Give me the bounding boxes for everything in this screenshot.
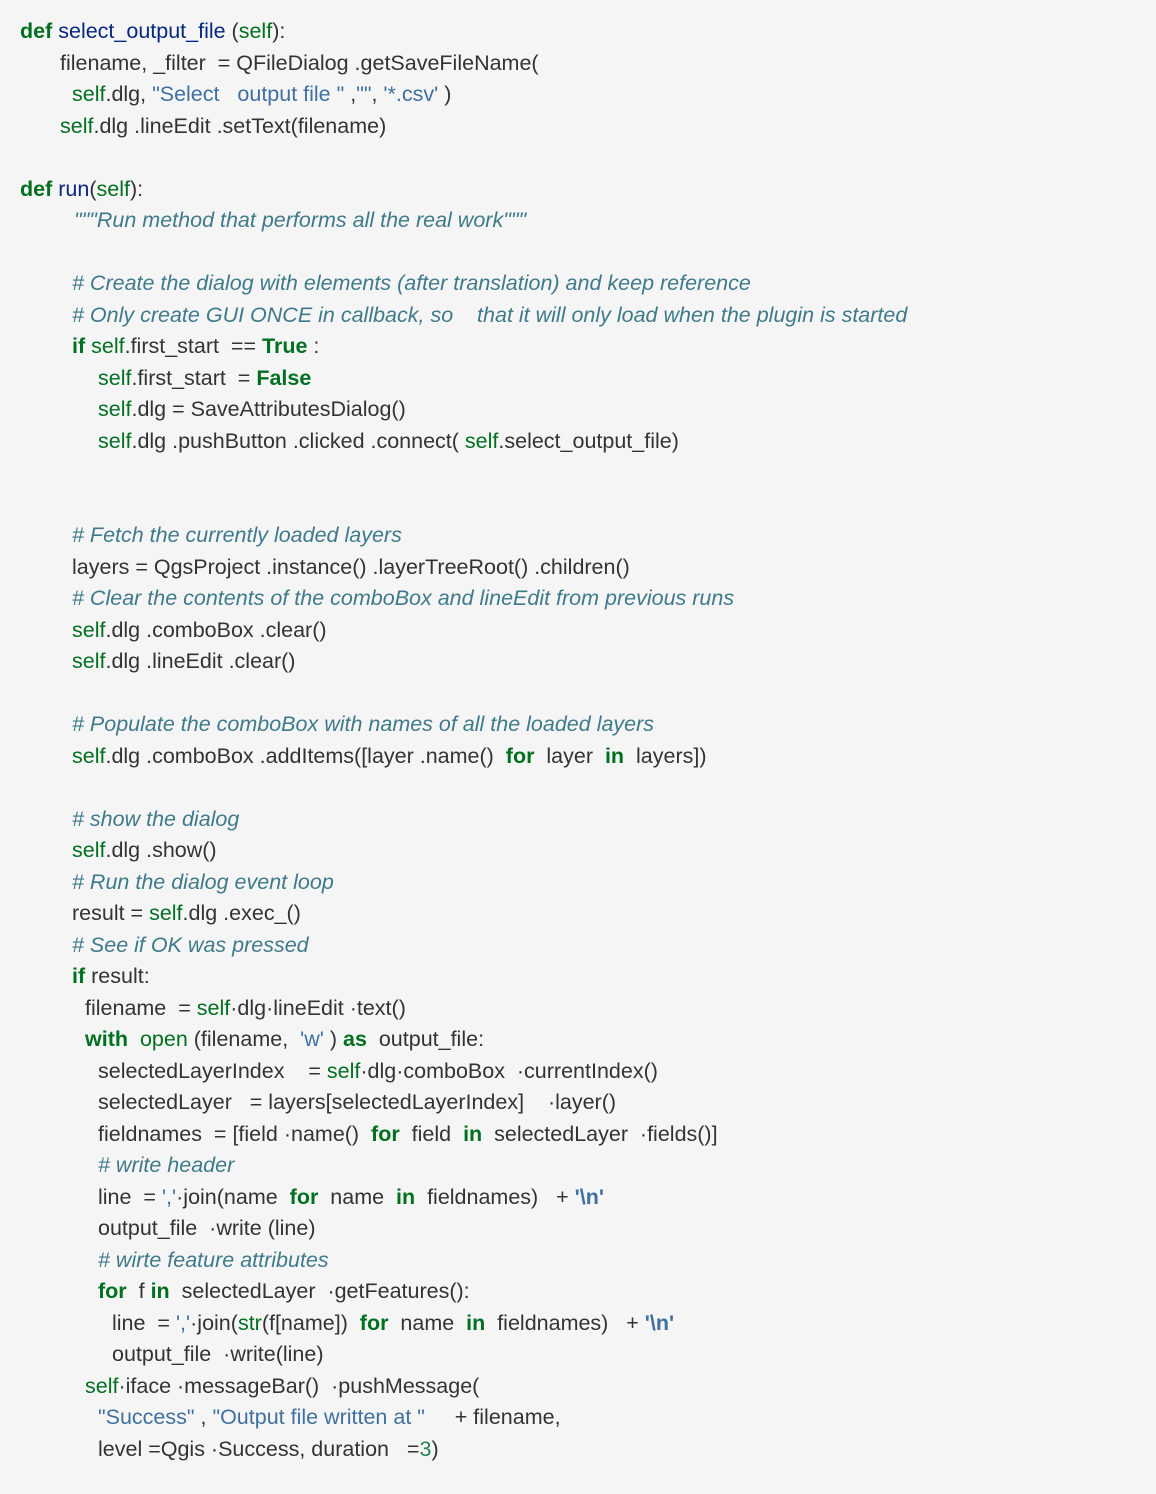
code-token: line = [98,1184,162,1209]
code-token: in [466,1310,486,1335]
code-token: line = [112,1310,176,1335]
code-line [98,426,679,457]
code-token: output_file ·write(line) [112,1342,324,1366]
code-token: self [196,995,231,1020]
code-token: # Fetch the currently loaded layers [72,523,402,547]
code-token: ·join( [190,1310,238,1335]
code-token: ) [438,82,452,106]
code-line [98,1182,604,1213]
code-token: in [604,743,625,768]
code-token: for [371,1121,400,1146]
code-token: output_file ·write (line) [98,1216,316,1240]
code-line [60,48,539,79]
code-line [72,552,630,583]
code-line [72,646,295,677]
code-line [72,867,334,898]
code-token: '\n' [644,1310,675,1335]
code-token: ·iface ·messageBar() ·pushMessage( [118,1373,480,1398]
code-token: ·join(name [176,1184,290,1209]
code-token: .select_output_file) [498,428,679,453]
code-token: True [262,334,308,358]
code-token: ): [272,19,286,43]
code-token: + filename, [424,1405,561,1429]
code-line [98,1245,329,1276]
code-token: selectedLayer ·fields()] [482,1121,718,1146]
code-token: layers]) [624,743,707,768]
code-line [98,1434,439,1465]
code-token: ',' [175,1310,191,1335]
code-token: .dlg .exec_() [182,901,301,925]
code-line [72,615,327,646]
code-token: level =Qgis ·Success, duration = [98,1436,420,1461]
code-token: def [20,176,53,201]
code-token: f [126,1279,151,1303]
code-token: name [318,1184,397,1209]
code-token: run [58,176,90,201]
code-line [98,1056,658,1087]
code-token: filename, _filter = QFileDialog .getSaveFileName( [60,50,539,75]
code-line [98,1119,718,1150]
code-token: 3 [419,1436,432,1461]
code-token: layers = QgsProject .instance() .layerTreeRoot() .children() [72,554,630,579]
code-line [72,300,907,331]
code-token: (f[name]) [261,1310,360,1335]
code-token: 'w' [300,1027,324,1051]
code-token: ·dlg·lineEdit ·text() [230,995,406,1020]
code-token: .dlg .pushButton .clicked .connect( [131,428,465,453]
code-token: select_output_file [58,19,226,43]
code-token: : [307,334,320,358]
code-token: self [98,365,132,390]
code-token: (filename, [187,1027,301,1051]
code-token: self [98,428,132,453]
code-token: ( [89,176,97,201]
code-token: "Success" [98,1405,195,1429]
code-token: .dlg .lineEdit .clear() [105,649,296,673]
code-token: filename = [85,995,197,1020]
code-line [72,268,751,299]
code-token [128,1027,140,1051]
code-token: def [20,19,53,43]
code-line [72,898,301,929]
code-token: as [342,1027,367,1051]
code-line [98,363,311,394]
code-token: output_file: [366,1027,485,1051]
code-line [20,16,285,47]
code-token: self [85,1373,119,1398]
code-token: str [237,1310,262,1335]
code-token: "" [356,82,372,106]
code-token: .dlg .show() [105,838,217,862]
code-token: , [344,82,357,106]
code-token: self [91,334,125,358]
code-token: # Run the dialog event loop [72,869,334,894]
code-token: open [139,1027,188,1051]
code-line [72,835,217,866]
code-token: "Output file written at " [212,1405,425,1429]
code-token: result = [72,901,150,925]
code-line [72,331,319,362]
code-token: in [463,1121,483,1146]
code-token: .first_start == [124,334,263,358]
code-line [72,79,451,110]
code-token: , [371,82,384,106]
code-token: self [72,838,106,862]
code-token: """Run method that performs all the real work""" [74,208,527,232]
code-token: # Clear the contents of the comboBox and lineEdit from previous runs [72,586,735,610]
code-token: # show the dialog [72,806,240,831]
code-line [74,205,526,236]
code-line [98,1087,616,1118]
code-token: self [72,649,106,673]
code-token: selectedLayerIndex = [98,1058,327,1083]
code-token: .dlg .comboBox .clear() [105,617,327,642]
code-line [85,1371,479,1402]
code-line [98,1213,315,1244]
code-token: fieldnames = [field ·name() [98,1121,372,1146]
code-line [98,1402,561,1433]
code-token: "Select output file " [152,82,345,106]
code-line [98,394,406,425]
code-token: self [72,82,106,106]
code-token: , [194,1405,213,1429]
code-token: fieldnames) + [485,1310,645,1335]
code-token: False [256,365,312,390]
code-token: for [289,1184,319,1209]
code-line [20,174,143,205]
code-line [72,709,654,740]
code-token: in [150,1279,170,1303]
code-token: selectedLayer = layers[selectedLayerIndex] ·layer() [98,1090,617,1114]
code-token: name [388,1310,467,1335]
code-token: layer [534,743,605,768]
code-token: self [326,1058,361,1083]
code-line [72,583,734,614]
code-line [72,804,239,835]
code-token: self [96,176,130,201]
code-token: for [98,1279,127,1303]
code-token: ): [129,176,144,201]
code-line [72,930,309,961]
code-token: ',' [161,1184,177,1209]
code-token: ( [225,19,239,43]
code-token: self [72,617,106,642]
code-token: result: [85,964,150,988]
code-line [60,111,386,142]
code-token: if [72,964,86,988]
code-token: .dlg = SaveAttributesDialog() [131,397,406,421]
code-token: # Create the dialog with elements (after translation) and keep reference [72,271,751,295]
code-token: self [238,19,273,43]
code-token: ) [431,1436,439,1461]
code-token: .dlg .lineEdit .setText(filename) [93,113,387,138]
code-line [85,993,406,1024]
code-token: ·dlg·comboBox ·currentIndex() [360,1058,658,1083]
code-token: selectedLayer ·getFeatures(): [169,1279,470,1303]
code-token: for [359,1310,389,1335]
code-line [72,520,402,551]
code-token: self [464,428,499,453]
code-token: # wirte feature attributes [98,1247,329,1272]
code-token: with [85,1027,128,1051]
code-token: .dlg, [105,82,153,106]
code-token: # write header [98,1153,235,1177]
code-line [112,1308,674,1339]
code-line [85,1024,484,1055]
code-token: .dlg .comboBox .addItems([layer .name() [105,743,506,768]
code-token: fieldnames) + [415,1184,575,1209]
code-token: # Populate the comboBox with names of all the loaded layers [72,712,655,736]
code-line [72,961,150,992]
code-line [98,1150,234,1181]
code-token: in [396,1184,416,1209]
code-token: '*.csv' [383,82,439,106]
code-token: self [149,901,183,925]
code-token: field [399,1121,464,1146]
code-token: for [505,743,535,768]
code-token: self [60,113,94,138]
code-token: '\n' [574,1184,604,1209]
code-line [98,1276,470,1307]
code-token: self [98,397,132,421]
code-token: .first_start = [131,365,257,390]
code-line [112,1339,324,1370]
code-token: self [72,743,106,768]
code-token: # See if OK was pressed [72,932,309,957]
code-token: if [72,334,86,358]
code-token: ) [323,1027,343,1051]
code-token: # Only create GUI ONCE in callback, so that it will only load when the plugin is started [72,302,908,327]
code-line [72,741,707,772]
